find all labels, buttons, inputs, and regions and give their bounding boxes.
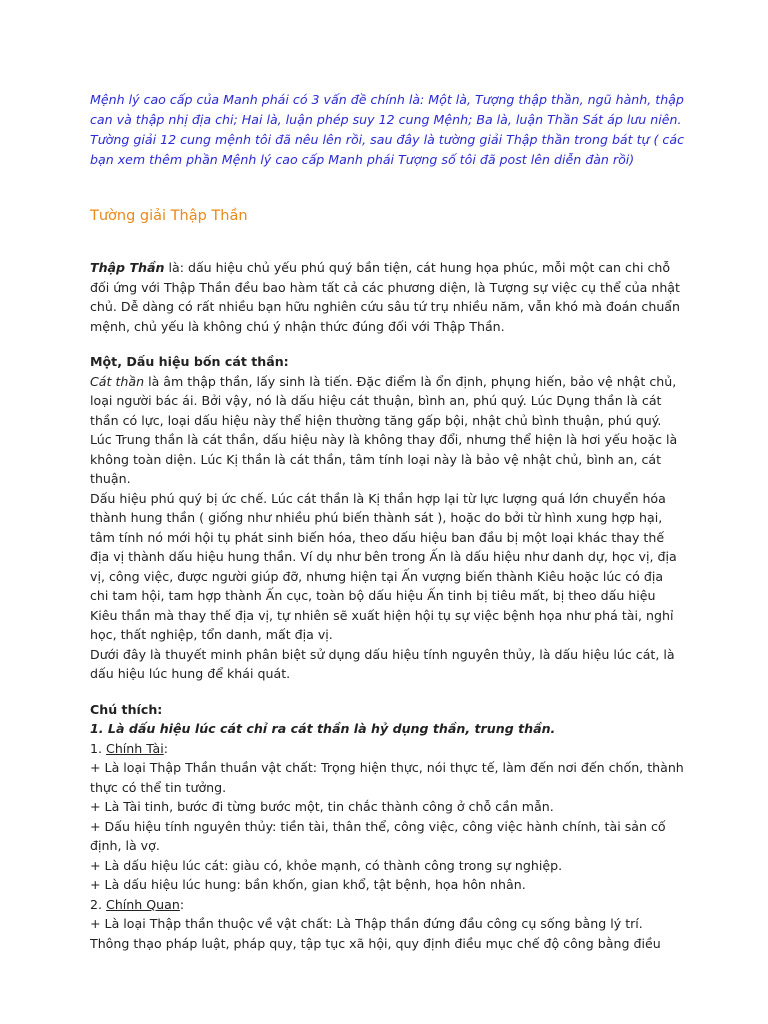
intro-paragraph: Mệnh lý cao cấp của Manh phái có 3 vấn đề chính là: Một là, Tượng thập thần, ngũ hành, thập can và thập nhị địa chi; Hai là, luận phép suy 12 cung Mệnh; Ba là, luận Thần Sát áp lưu niên. Tường giải 12 cung mệnh tôi đã nêu lên rồi, sau đây là tường giải Thập thần trong bát tự ( các bạn xem thêm phần Mệnh lý cao cấp Manh phái Tượng số tôi đã post lên diễn đàn rồi) — [90, 92, 684, 167]
section-title: Tường giải Thập Thần — [90, 208, 248, 224]
paragraph-thap-than-text: là: dấu hiệu chủ yếu phú quý bần tiện, cát hung họa phúc, mỗi một can chi chỗ đối ứng với Thập Thần đều bao hàm tất cả các phương diện, là Tượng sự việc cụ thể của nhật chủ. Dễ dàng có rất nhiều bạn hữu nghiên cứu sâu tứ trụ nhiều năm, vẫn khó mà đoán chuẩn mệnh, chủ yếu là không chú ý nhận thức đúng đối với Thập Thần. — [90, 260, 680, 334]
paragraph-phu-quy: Dấu hiệu phú quý bị ức chế. Lúc cát thần là Kị thần hợp lại từ lực lượng quá lớn chuyển hóa thành hung thần ( giống như nhiều phú biến thành sát ), hoặc do bởi từ hình xung hợp hại, tâm tính nó mới hội tụ phát sinh biến hóa, theo dấu hiệu ban đầu bị một loại khác thay thế địa vị thành dấu hiệu hung thần. Ví dụ như bên trong Ấn là dấu hiệu như danh dự, học vị, địa vị, công việc, được người giúp đỡ, nhưng hiện tại Ấn vượng biến thành Kiêu hoặc lúc có địa chi tam hội, tam hợp thành Ấn cục, toàn bộ dấu hiệu Ấn tinh bị tiêu mất, bị theo dấu hiệu Kiêu thần mà thay thế địa vị, tự nhiên sẽ xuất hiện hội tụ sự việc bệnh họa như phá tài, nghỉ học, thất nghiệp, tổn danh, mất địa vị. — [90, 490, 677, 642]
chinh-tai-line: + Là dấu hiệu lúc cát: giàu có, khỏe mạnh, có thành công trong sự nghiệp. — [90, 857, 563, 873]
heading-dau-hieu-luc-cat: 1. Là dấu hiệu lúc cát chỉ ra cát thần là hỷ dụng thần, trung thần. — [90, 721, 556, 736]
item-chinh-tai-heading — [90, 739, 685, 759]
term-thap-than: Thập Thần — [90, 260, 165, 275]
chinh-quan-line: + Là loại Thập thần thuộc về vật chất: Là Thập thần đứng đầu công cụ sống bằng lý trí. Thông thạo pháp luật, pháp quy, tập tục xã hội, quy định điều mục chế độ công bằng điều — [90, 916, 661, 951]
term-chinh-tai: Chính Tài — [106, 740, 164, 756]
item-number: 2. — [90, 896, 107, 912]
chinh-tai-line: + Là loại Thập Thần thuần vật chất: Trọng hiện thực, nói thực tế, làm đến nơi đến chốn, thành thực có thể tin tưởng. — [90, 760, 684, 795]
item-chinh-quan-heading — [90, 895, 685, 915]
paragraph-cat-than-text: là âm thập thần, lấy sinh là tiến. Đặc điểm là ổn định, phụng hiến, bảo vệ nhật chủ, loại người bác ái. Bởi vậy, nó là dấu hiệu cát thuận, bình an, phú quý. Lúc Dụng thần là cát thần có lực, loại dấu hiệu này thể hiện thường tăng gấp bội, nhật chủ bình thuận, phú quý. Lúc Trung thần là cát thần, dấu hiệu này là không thay đổi, nhưng thể hiện là hơi yếu hoặc là không toàn diện. Lúc Kị thần là cát thần, tâm tính loại này là bảo vệ nhật chủ, bình an, cát thuận. — [90, 373, 678, 486]
chinh-tai-line: + Là dấu hiệu lúc hung: bần khốn, gian khổ, tật bệnh, họa hôn nhân. — [90, 877, 526, 892]
item-number: 1. — [90, 740, 107, 756]
chinh-tai-line: + Dấu hiệu tính nguyên thủy: tiền tài, thân thể, công việc, công việc hành chính, tài sản cố định, là vợ. — [90, 818, 666, 853]
term-chinh-quan: Chính Quan — [106, 896, 180, 912]
term-cat-than: Cát thần — [90, 373, 145, 389]
colon: : — [179, 896, 185, 912]
heading-chu-thich: Chú thích: — [90, 701, 163, 717]
colon: : — [163, 740, 168, 756]
paragraph-thap-than — [90, 258, 685, 336]
paragraph-cat-than — [90, 372, 685, 489]
chinh-tai-line: + Là Tài tinh, bước đi từng bước một, tin chắc thành công ở chỗ cần mẫn. — [90, 799, 554, 814]
paragraph-thuyet-minh: Dưới đây là thuyết minh phân biệt sử dụng dấu hiệu tính nguyên thủy, là dấu hiệu lúc cát, là dấu hiệu lúc hung để khái quát. — [90, 646, 675, 681]
heading-mot: Một, Dấu hiệu bốn cát thần: — [90, 354, 289, 369]
